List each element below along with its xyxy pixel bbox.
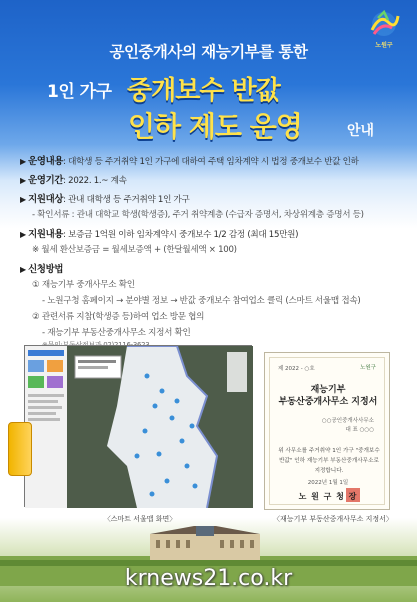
item-support [20, 226, 298, 240]
item-text: : 대학생 등 주거취약 1인 가구에 대하여 주택 임차계약 시 법정 중개보수 반값 인하 [63, 157, 359, 167]
apply-step1-detail: - 노원구청 홈페이지 → 분야별 정보 → 반값 중개보수 참여업소 클릭 (스마트 서울맵 접속) [42, 296, 361, 306]
certificate-caption: 〈재능기부 부동산중개사무소 지정서〉 [273, 515, 393, 523]
certificate-title-line2: 부동산중개사무소 지정서 [278, 397, 378, 407]
item-formula: ※ 월세 환산보증금 = 월세보증액 + (한달월세액 × 100) [32, 245, 237, 255]
header-line3-highlight: 인하 제도 운영 [128, 110, 302, 143]
item-target [20, 191, 190, 205]
item-label: 운영내용 [28, 156, 64, 167]
item-text: : 보증금 1억원 이하 임차계약시 중개보수 1/2 감정 (최대 15만원) [63, 230, 299, 240]
triangle-bullet-icon: ▶ [20, 195, 29, 204]
item-label: 지원대상 [28, 194, 64, 205]
certificate-border [269, 357, 385, 505]
smart-seoul-map-screenshot [24, 345, 252, 507]
certificate-office: ○○공인중개사사무소 [321, 418, 374, 424]
map-caption: 〈스마트 서울맵 화면〉 [103, 515, 177, 523]
apply-step1: ① 재능기부 중개사무소 확인 [32, 280, 135, 290]
certificate-text: 위 사무소를 주거취약 1인 가구 "중개보수 반값" 인하 재능기부 부동산중개사무소로 지정합니다. [278, 448, 380, 474]
item-apply [20, 261, 63, 275]
certificate-logo: 노원구 [360, 365, 376, 371]
item-label: 운영기간 [28, 175, 64, 186]
item-label: 지원내용 [28, 229, 64, 240]
header-line1: 공인중개사의 재능기부를 통한 [109, 43, 308, 61]
triangle-bullet-icon: ▶ [20, 157, 29, 166]
watermark: krnews21.co.kr [124, 566, 293, 591]
certificate-date: 2022년 1월 1일 [307, 480, 349, 486]
nowon-logo-icon [366, 8, 402, 44]
item-documents: - 확인서류 : 관내 대학교 학생(학생증), 주거 취약계층 (수급자 증명서, 차상위계층 증명서 등) [32, 210, 364, 220]
item-period [20, 172, 127, 186]
item-operation [20, 153, 359, 167]
apply-step2: ② 관련서류 지참(학생증 등)하여 업소 방문 협의 [32, 312, 205, 322]
header-line2-prefix: 1인 가구 [47, 82, 112, 102]
certificate-rep: 대 표 ○○○ [345, 427, 374, 433]
item-label: 신청방법 [28, 264, 64, 275]
logo-text: 노원구 [375, 42, 393, 49]
item-text: : 관내 대학생 등 주거취약 1인 가구 [63, 195, 190, 205]
header-line2-highlight: 중개보수 반값 [127, 76, 280, 106]
header-line3-suffix: 안내 [347, 123, 375, 139]
triangle-bullet-icon: ▶ [20, 265, 29, 274]
triangle-bullet-icon: ▶ [20, 176, 29, 185]
certificate-title-line1: 재능기부 [310, 385, 346, 395]
certificate-title [270, 384, 386, 408]
apply-step2-detail: - 재능기부 부동산중개사무소 지정서 확인 [42, 328, 191, 338]
map-view [67, 346, 253, 508]
certificate-signer: 노 원 구 청 장 [298, 492, 358, 501]
certificate-number: 제 2022 - ○호 [278, 366, 315, 372]
item-text: : 2022. 1.~ 계속 [63, 176, 127, 186]
phone-graphic-icon [8, 422, 32, 476]
triangle-bullet-icon: ▶ [20, 230, 29, 239]
certificate [264, 352, 390, 510]
